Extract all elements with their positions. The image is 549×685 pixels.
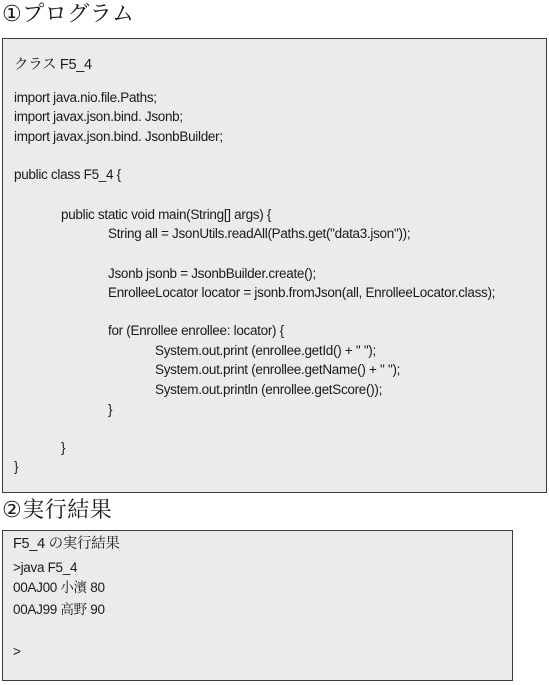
code-line: Jsonb jsonb = JsonbBuilder.create(); (108, 266, 316, 281)
code-line: import java.nio.file.Paths; (14, 90, 157, 105)
program-class-title: クラス F5_4 (14, 57, 92, 73)
program-code-box (2, 38, 547, 493)
code-line: System.out.print (enrollee.getName() + " "); (155, 362, 401, 377)
output-line: >java F5_4 (13, 560, 78, 575)
result-output-box (2, 530, 513, 681)
code-line: System.out.print (enrollee.getId() + " "); (155, 343, 376, 358)
code-line: import javax.json.bind. JsonbBuilder; (14, 129, 223, 144)
code-line: } (61, 440, 66, 455)
program-section-heading: ①プログラム (2, 2, 135, 27)
code-line: String all = JsonUtils.readAll(Paths.get("data3.json")); (108, 226, 411, 241)
code-line: public static void main(String[] args) { (61, 207, 272, 222)
code-line: public class F5_4 { (14, 167, 121, 182)
code-line: EnrolleeLocator locator = jsonb.fromJson(all, EnrolleeLocator.class); (108, 285, 496, 300)
output-line: 00AJ00 小濱 80 (13, 580, 105, 595)
code-line: for (Enrollee enrollee: locator) { (108, 323, 284, 338)
output-line: 00AJ99 高野 90 (13, 602, 105, 617)
result-section-heading: ②実行結果 (2, 498, 113, 523)
code-line: System.out.println (enrollee.getScore()); (155, 382, 383, 397)
code-line: } (108, 402, 113, 417)
code-line: } (14, 459, 19, 474)
code-line: import javax.json.bind. Jsonb; (14, 109, 183, 124)
result-title: F5_4 の実行結果 (13, 536, 120, 552)
output-line: > (13, 644, 21, 659)
